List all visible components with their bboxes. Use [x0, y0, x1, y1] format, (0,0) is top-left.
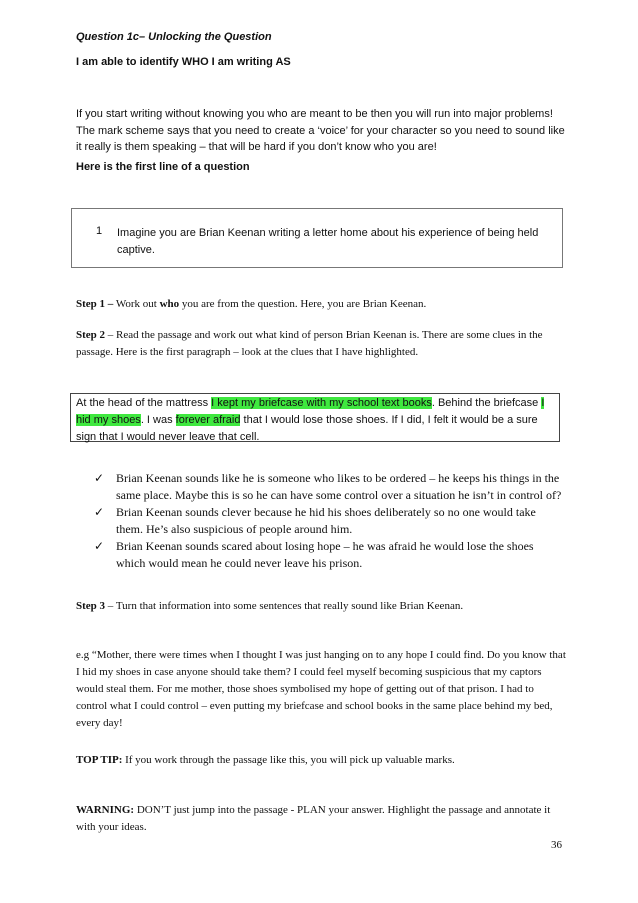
first-line-label: Here is the first line of a question [76, 161, 250, 173]
step-1-emphasis: who [159, 298, 180, 310]
step-1-label: Step 1 – [76, 298, 114, 310]
step-2 [76, 327, 566, 361]
step-1 [76, 296, 566, 313]
warning-text: DON’T just jump into the passage - PLAN your answer. Highlight the passage and annotate it with your ideas. [76, 804, 551, 833]
example-letter: e.g “Mother, there were times when I thought I was just hanging on to any hope I could find. Do you know that I hid my shoes in case anyone should take them? I could feel myself becoming suspicious that my captors would steal them. For me mother, those shoes symbolised my hope of getting out of that prison. I had to control what I could control – even putting my briefcase and school books in the same place behind my bed, every day! [76, 649, 566, 729]
step-3-text: – Turn that information into some sentences that really sound like Brian Keenan. [105, 600, 464, 612]
passage-text: that I would lose those shoes. If I did, I felt it would be a sure sign that I would never leave that cell. [76, 414, 538, 443]
checklist-item-text: Brian Keenan sounds scared about losing hope – he was afraid he would lose the shoes which would mean he could never leave his prison. [116, 539, 534, 570]
checklist-item-text: Brian Keenan sounds like he is someone who likes to be ordered – he keeps his things in the same place. Maybe this is so he can have some control over a situation he isn’t in control of? [116, 471, 562, 502]
step-2-label: Step 2 [76, 329, 106, 341]
checklist-item [94, 538, 564, 572]
page-title: Question 1c– Unlocking the Question [76, 31, 272, 43]
passage-text: . I was [140, 414, 176, 426]
highlight-clue-1: I kept my briefcase with my school text books [211, 397, 432, 409]
learning-objective: I am able to identify WHO I am writing AS [76, 56, 291, 68]
top-tip [76, 754, 455, 766]
highlight-clue-3: forever afraid [175, 414, 241, 426]
question-number: 1 [96, 225, 103, 237]
check-icon: ✓ [94, 539, 105, 553]
passage-text: At the head of the mattress [76, 397, 212, 409]
check-icon: ✓ [94, 505, 105, 519]
step-2-text: – Read the passage and work out what kind of person Brian Keenan is. There are some clues in the passage. Here is the first paragraph – look at the clues that I have highlighted. [76, 329, 543, 358]
step-3-label: Step 3 [76, 600, 106, 612]
intro-paragraph: If you start writing without knowing you who are meant to be then you will run into major problems! The mark scheme says that you need to create a ‘voice’ for your character so you need to sound like it really is them speaking – that will be hard if you don’t know who you are! [76, 108, 565, 153]
step-3 [76, 598, 566, 615]
passage-excerpt [70, 393, 560, 442]
warning-label: WARNING: [76, 804, 135, 816]
check-icon: ✓ [94, 471, 105, 485]
checklist-item [94, 470, 564, 504]
question-text: Imagine you are Brian Keenan writing a letter home about his experience of being held captive. [117, 227, 539, 256]
top-tip-label: TOP TIP: [76, 754, 123, 766]
highlight-clue-2: I hid my shoes [76, 397, 545, 426]
passage-text: . Behind the briefcase [431, 397, 542, 409]
warning-note [76, 802, 566, 836]
step-1-text-a: Work out [113, 298, 160, 310]
checklist-item-text: Brian Keenan sounds clever because he hid his shoes deliberately so no one would take them. He’s also suspicious of people around him. [116, 505, 536, 536]
clue-checklist [94, 470, 564, 572]
page-number: 36 [551, 839, 562, 851]
top-tip-text: If you work through the passage like this, you will pick up valuable marks. [122, 754, 455, 766]
checklist-item [94, 504, 564, 538]
step-1-text-b: you are from the question. Here, you are Brian Keenan. [179, 298, 427, 310]
